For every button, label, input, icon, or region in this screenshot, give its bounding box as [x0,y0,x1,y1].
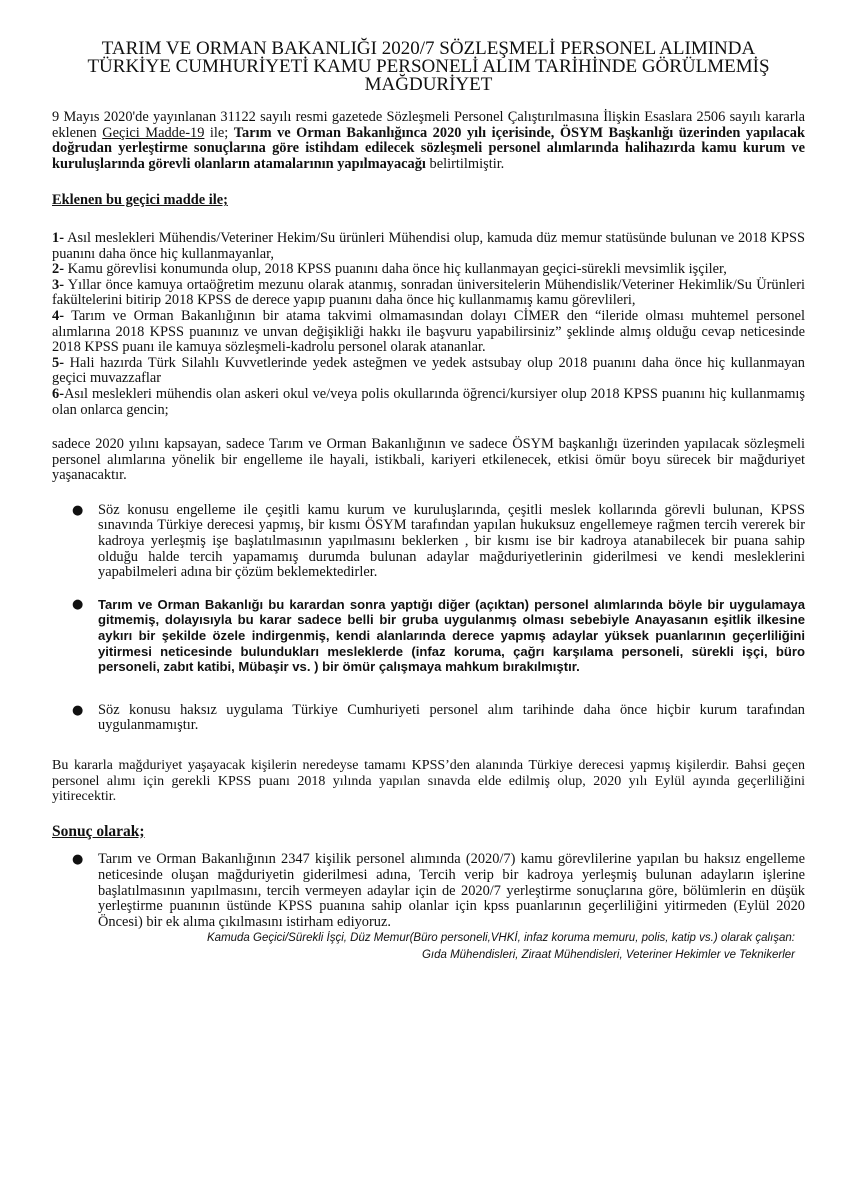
bullet-dot-icon: ● [72,702,84,718]
bullet-text: Tarım ve Orman Bakanlığının 2347 kişilik personel alımında (2020/7) kamu görevlilerine yapılan bu haksız engelleme neticesinde oluşan mağduriyetin giderilmesi adına, Tercih verip bir kadroya yerleşmiş bulunan adayların işlerine başlatılmasının yapılmasını, tercih vermeyen adaylar için de 2020/7 yerleştirme sonuçlarına göre, bölümlerin en düşük yerleştirme puanının üstünde KPSS puanına sahip olanlar için kpss puanlarının geçerliliğini yitirmeden (Eylül 2020 Öncesi) bir ek alıma çıkılmasını istirham ediyoruz. [98,851,805,930]
item-number: 5- [52,354,64,371]
summary-paragraph: sadece 2020 yılını kapsayan, sadece Tarım ve Orman Bakanlığının ve sadece ÖSYM başkanlığı üzerinden yapılacak sözleşmeli personel alımlarına yönelik bir engelleme ile hayali, istikbali, kariyeri etkilenecek, etkisi ömür boyu sürecek bir mağduriyet yaşanacaktır. [52,436,805,484]
bullet-item [52,852,805,930]
intro-link-gecici-madde[interactable]: Geçici Madde-19 [102,124,205,141]
intro-text-2: ile; [204,124,234,141]
list-item [52,278,805,309]
signature-line-2: Gıda Mühendisleri, Ziraat Mühendisleri, Veteriner Hekimler ve Teknikerler [421,949,795,962]
item-text: Asıl meslekleri Mühendis/Veteriner Hekim/Su ürünleri Mühendisi olup, kamuda düz memur statüsünde bulunan ve 2018 KPSS puanını daha önce hiç kullanmayanlar, [52,229,805,262]
list-item [52,231,805,262]
item-text: Yıllar önce kamuya ortaöğretim mezunu olarak atanmış, sonradan üniversitelerin Mühendislik/Veteriner Hekimlik/Su Ürünleri fakültelerini bitirip 2018 KPSS de derece yapıp puanını daha önce hiç kullanmamış kamu görevlileri, [52,276,805,309]
title-line-3: MAĞDURİYET [364,74,493,95]
result-heading: Sonuç olarak; [52,822,145,840]
result-bullet-list [52,852,805,930]
bullet-list [52,503,805,734]
list-item [52,387,805,418]
item-number: 1- [52,229,64,246]
bullet-item [52,503,805,581]
intro-paragraph [52,110,805,172]
item-number: 2- [52,261,64,278]
bullet-text: Tarım ve Orman Bakanlığı bu karardan sonra yaptığı diğer (açıktan) personel alımlarında böyle bir uygulamaya gitmemiş, dolayısıyla bu karar sadece belli bir gruba uygulanmış olması sebebiyle Anayasanın eşitlik ilkesine aykırı bir şekilde özele indirgenmiş, kendi alanlarında derece yapmış adaylar yüksek puanlarının geçerliliğini yitirmesi neticesinde bulundukları mesleklerde (infaz koruma, çağrı karşılama personeli, sürekli işçi, büro personeli, zabıt katibi, Mübaşir vs. ) bir ömür çalışmaya mahkum bırakılmıştır. [98,596,805,675]
title-line-2: TÜRKİYE CUMHURİYETİ KAMU PERSONELİ ALIM TARİHİNDE GÖRÜLMEMİŞ [87,56,770,77]
intro-text-1: 9 Mayıs 2020'de yayınlanan 31122 sayılı resmi gazetede Sözleşmeli Personel Çalıştırılmasına İlişkin Esaslara 2506 sayılı kararla eklenen [52,109,805,141]
item-text: Tarım ve Orman Bakanlığının bir atama takvimi olmamasından dolayı CİMER den “ileride olması muhtemel personel alımlarına 2018 KPSS puanınız ve unvan değişikliği hakkı ile başvuru yapabilirsiniz” şeklinde almış olduğu cevap neticesinde 2018 KPSS puanı ile kamuya sözleşmeli-kadrolu personel olarak atananlar. [52,307,805,356]
list-item [52,262,805,278]
bullet-text: Söz konusu haksız uygulama Türkiye Cumhuriyeti personel alım tarihinde daha önce hiçbir kurum tarafından uygulanmamıştır. [98,701,805,734]
item-text: Asıl meslekleri mühendis olan askeri okul ve/veya polis okullarında öğrenci/kursiyer olup 2018 KPSS puanını hiç kullanmamış olan onlarca gencin; [52,385,805,418]
intro-bold-text: Tarım ve Orman Bakanlığınca 2020 yılı içerisinde, ÖSYM Başkanlığı üzerinden yapılacak doğrudan yerleştirme sonuçlarına göre istihdam edilecek sözleşmeli personel alımlarında halihazırda kamu kurum ve kuruluşlarında görevli olanların atamalarının yapılmayacağı [52,124,806,172]
bullet-text: Söz konusu engelleme ile çeşitli kamu kurum ve kuruluşlarında, çeşitli meslek kollarında görevli bulunan, KPSS sınavında Türkiye derecesi yapmış, bir kısmı ÖSYM tarafından yapılan hukuksuz engellemeye rağmen tercih vererek bir kadroya yerleşmiş işe başlatılmasının yapılmasını beklerken , bir kısmı ise bir kadroya atanabilecek bir puana sahip olduğu halde tercih yapamamış durumda bulunan adaylar mağduriyetlerinin giderilmesi ve kendi mesleklerini yapabilmeleri adına bir çözüm beklemektedirler. [98,501,805,581]
bullet-item-bold [52,597,805,675]
bullet-dot-icon: ● [72,502,84,518]
bullet-item [52,703,805,734]
list-item [52,356,805,387]
item-text: Kamu görevlisi konumunda olup, 2018 KPSS puanını daha önce hiç kullanmayan geçici-sürekli mevsimlik işçiler, [64,261,727,278]
closing-paragraph: Bu kararla mağduriyet yaşayacak kişilerin neredeyse tamamı KPSS’den alanında Türkiye derecesi yapmış kişilerdir. Bahsi geçen personel alımı için gerekli KPSS puanı 2018 yılında yapılan sınavda elde edilmiş olup, 2020 yılı Eylül ayında geçerliliğini yitirecektir. [52,758,805,805]
list-item [52,309,805,356]
bullet-dot-icon: ● [72,596,84,612]
item-number: 3- [52,276,64,293]
section-heading-eklenen: Eklenen bu geçici madde ile; [52,192,228,209]
bullet-dot-icon: ● [72,852,84,868]
affected-groups-list [52,231,805,418]
title-line-1: TARIM VE ORMAN BAKANLIĞI 2020/7 SÖZLEŞMELİ PERSONEL ALIMINDA [101,38,756,59]
item-text: Hali hazırda Türk Silahlı Kuvvetlerinde yedek asteğmen ve yedek astsubay olup 2018 puanını daha önce hiç kullanmayan geçici muvazzaflar [52,354,805,387]
intro-text-3: belirtilmiştir. [425,155,505,172]
item-number: 6- [52,385,64,402]
signature-line-1: Kamuda Geçici/Sürekli İşçi, Düz Memur(Büro personeli,VHKİ, infaz koruma memuru, polis, katip vs.) olarak çalışan: [207,932,795,945]
signature-block [52,930,805,964]
item-number: 4- [52,307,64,324]
document-title [52,40,805,94]
